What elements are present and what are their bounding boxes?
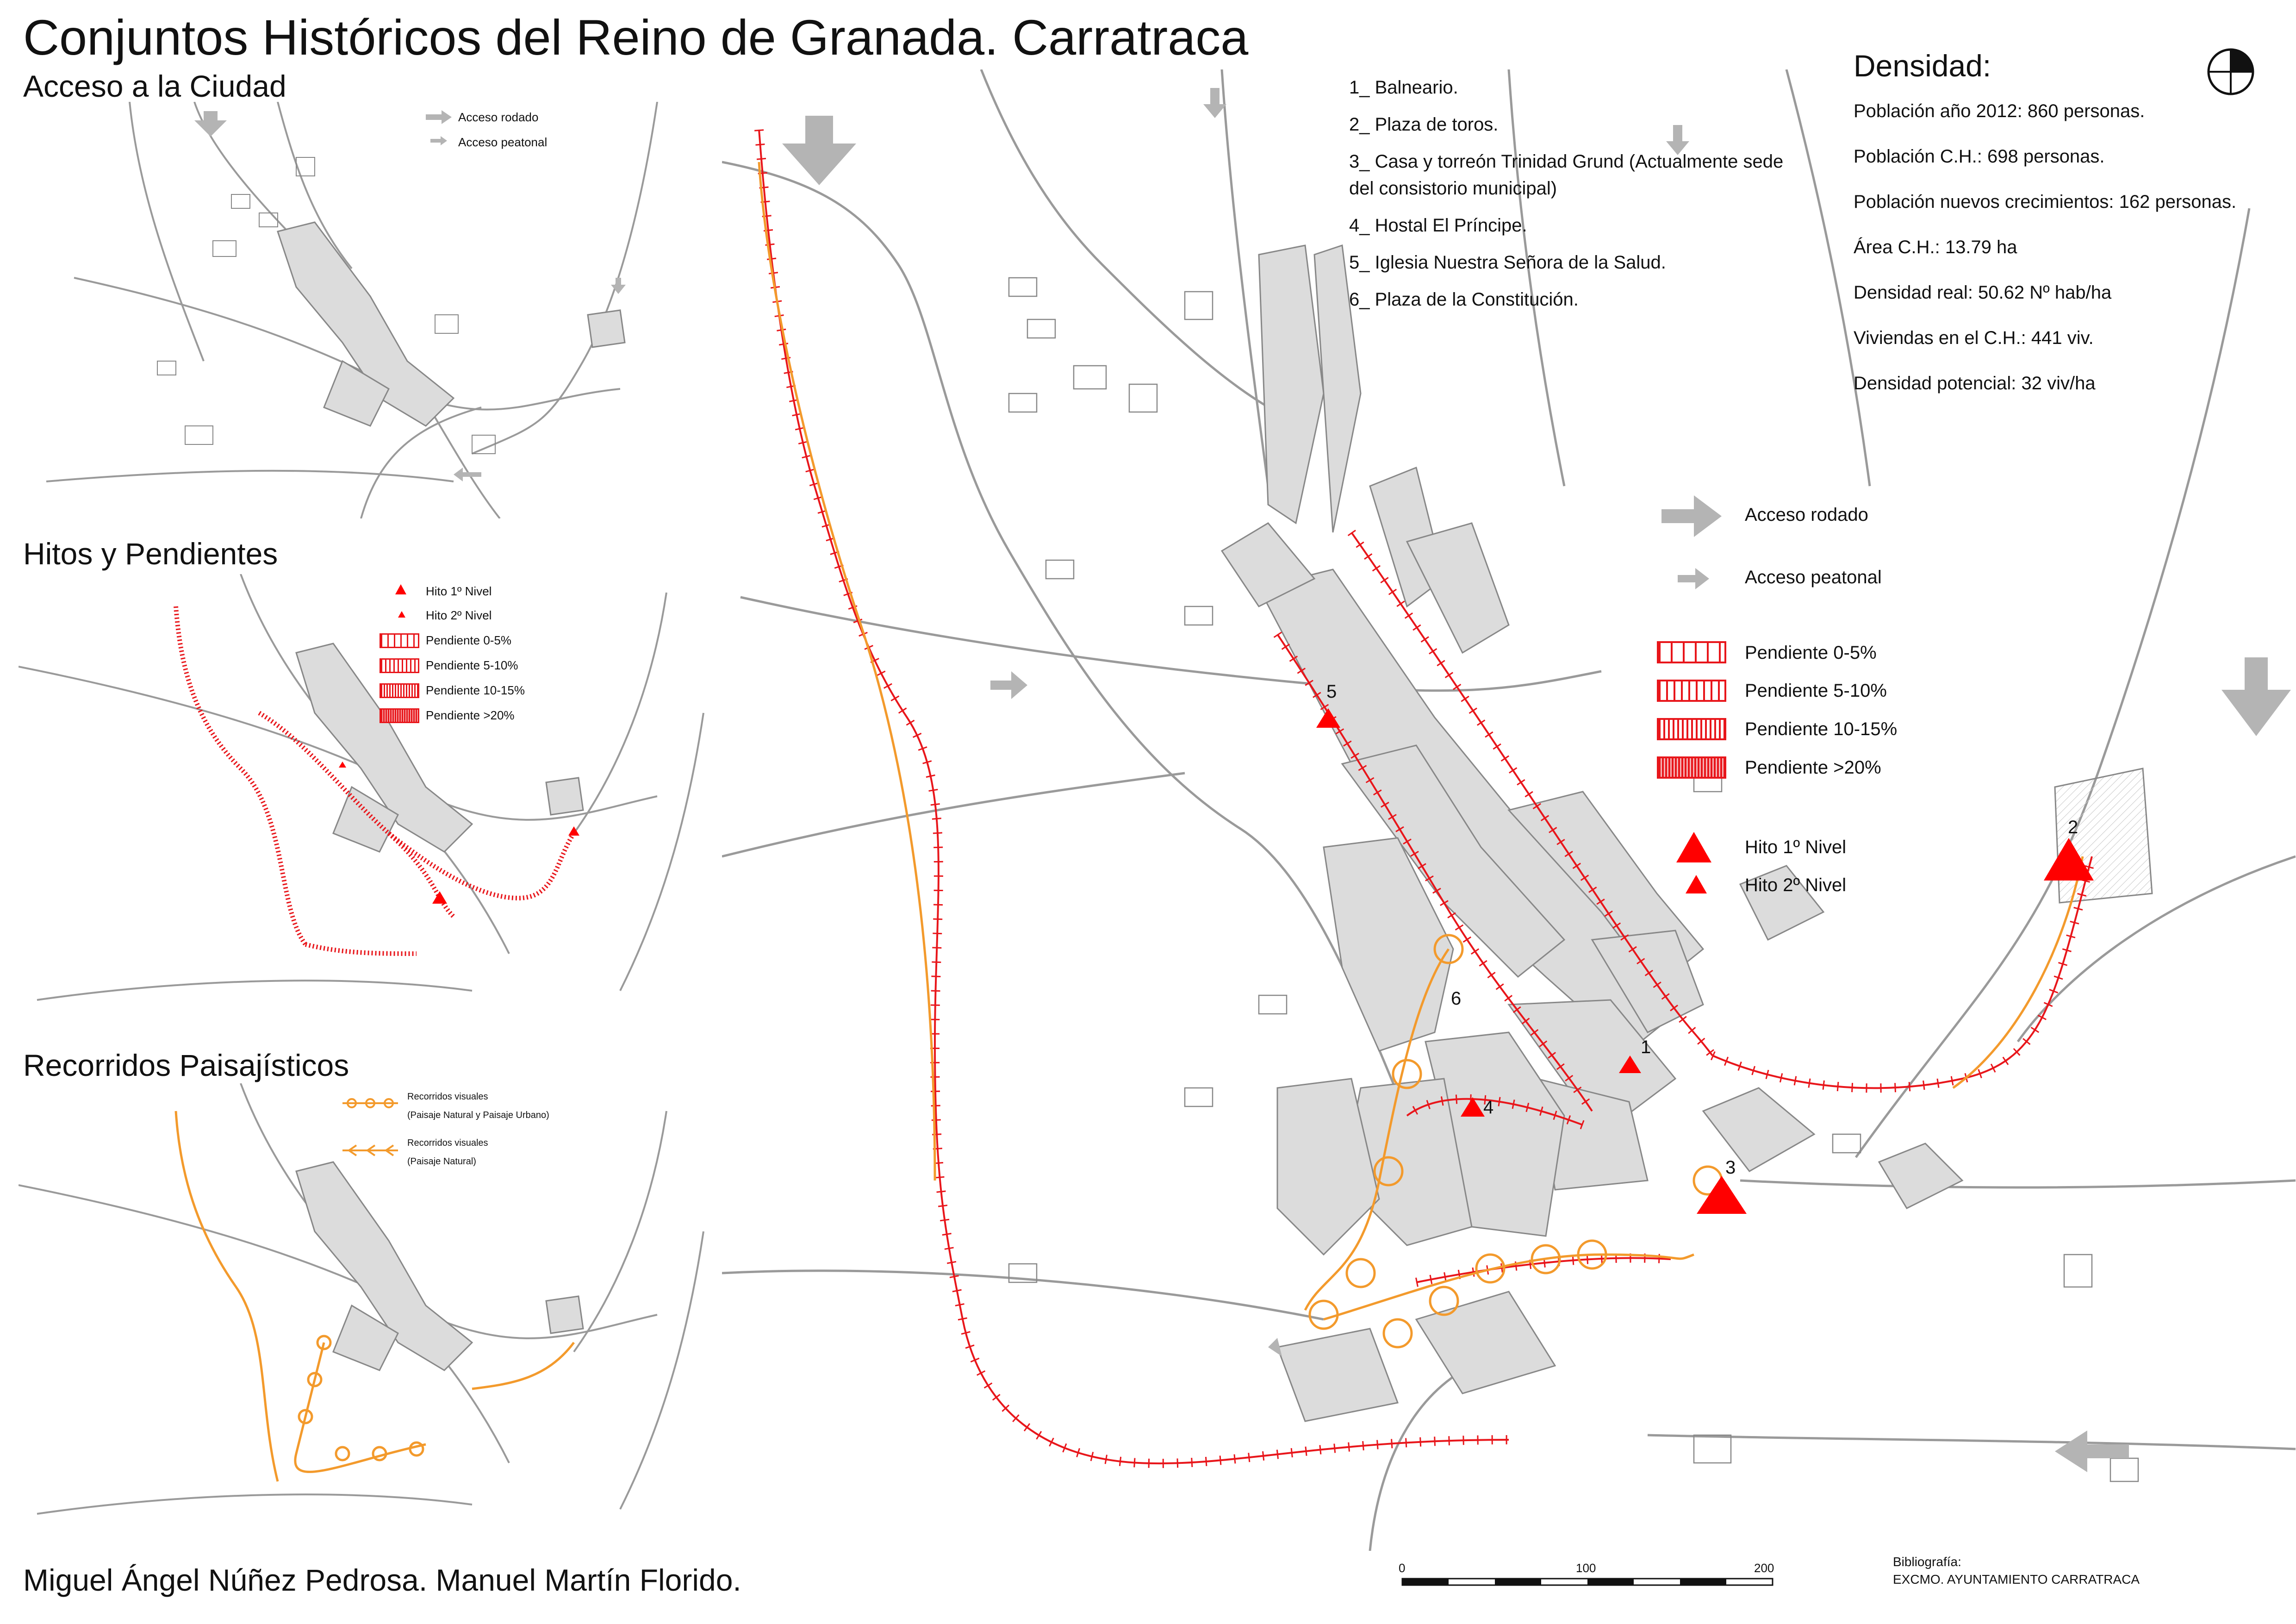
legend-peatonal-label: Acceso peatonal bbox=[1745, 567, 1882, 587]
legend-p0-swatch bbox=[1657, 641, 1726, 663]
marker-2: 2 bbox=[2068, 817, 2078, 837]
legend-p10-swatch bbox=[380, 683, 419, 698]
legend-label-rodado: Acceso rodado bbox=[458, 110, 539, 124]
legend-p20-label: Pendiente >20% bbox=[426, 708, 515, 722]
place-item-4: 4_ Hostal El Príncipe. bbox=[1349, 215, 1527, 236]
legend-p5-label: Pendiente 5-10% bbox=[1745, 681, 1887, 701]
legend-hito2-icon bbox=[1685, 874, 1708, 897]
legend-route-nat-label: Recorridos visuales bbox=[407, 1138, 488, 1148]
legend-p20-swatch bbox=[380, 708, 419, 723]
legend-hito1-icon bbox=[394, 583, 407, 598]
section-title-hitos: Hitos y Pendientes bbox=[23, 537, 278, 571]
legend-hito1-label: Hito 1º Nivel bbox=[426, 584, 492, 598]
scale-tick-100: 100 bbox=[1576, 1561, 1596, 1575]
marker-6: 6 bbox=[1451, 988, 1462, 1009]
legend-hito1-icon bbox=[1675, 831, 1712, 866]
bibliography-label: Bibliografía: bbox=[1893, 1555, 1961, 1569]
authors: Miguel Ángel Núñez Pedrosa. Manuel Martín Florido. bbox=[23, 1563, 741, 1597]
legend-rodado-label: Acceso rodado bbox=[1745, 505, 1868, 525]
legend-p0-label: Pendiente 0-5% bbox=[426, 633, 512, 647]
legend-p5-label: Pendiente 5-10% bbox=[426, 658, 518, 672]
legend-route-nat-sub: (Paisaje Natural) bbox=[407, 1156, 476, 1167]
legend-p10-label: Pendiente 10-15% bbox=[426, 683, 525, 697]
north-arrow-icon bbox=[2205, 46, 2256, 100]
legend-peatonal-icon bbox=[1678, 567, 1710, 593]
legend-hito2-label: Hito 2º Nivel bbox=[1745, 875, 1847, 895]
legend-p10-swatch bbox=[1657, 718, 1726, 740]
legend-p20-label: Pendiente >20% bbox=[1745, 757, 1881, 778]
legend-p0-swatch bbox=[380, 633, 419, 648]
map-hitos bbox=[19, 574, 722, 1042]
place-item-2: 2_ Plaza de toros. bbox=[1349, 114, 1499, 135]
legend-hito1-label: Hito 1º Nivel bbox=[1745, 837, 1847, 857]
legend-p5-swatch bbox=[380, 658, 419, 673]
legend-arrow-rodado bbox=[426, 110, 454, 124]
map-acceso bbox=[19, 102, 722, 518]
marker-5: 5 bbox=[1326, 681, 1337, 702]
legend-p0-label: Pendiente 0-5% bbox=[1745, 643, 1877, 663]
legend-p10-label: Pendiente 10-15% bbox=[1745, 719, 1898, 739]
density-row: Viviendas en el C.H.: 441 viv. bbox=[1854, 327, 2094, 348]
place-item-3: 3_ Casa y torreón Trinidad Grund (Actualmente sede del consistorio municipal) bbox=[1349, 151, 1784, 199]
density-row: Población C.H.: 698 personas. bbox=[1854, 146, 2105, 167]
density-row: Población nuevos crecimientos: 162 personas. bbox=[1854, 191, 2237, 212]
place-item-5: 5_ Iglesia Nuestra Señora de la Salud. bbox=[1349, 252, 1666, 273]
section-title-recorridos: Recorridos Paisajísticos bbox=[23, 1048, 349, 1082]
map-recorridos bbox=[19, 1083, 722, 1542]
legend-route-mix-icon bbox=[342, 1096, 398, 1112]
bibliography bbox=[1893, 1553, 2140, 1588]
density-heading: Densidad: bbox=[1854, 49, 1991, 83]
marker-3: 3 bbox=[1725, 1157, 1736, 1178]
density-row: Densidad real: 50.62 Nº hab/ha bbox=[1854, 282, 2112, 303]
section-title-acceso: Acceso a la Ciudad bbox=[23, 69, 286, 103]
legend-route-mix-sub: (Paisaje Natural y Paisaje Urbano) bbox=[407, 1110, 549, 1120]
density-block bbox=[1854, 44, 2289, 415]
density-row: Densidad potencial: 32 viv/ha bbox=[1854, 373, 2096, 394]
density-row: Población año 2012: 860 personas. bbox=[1854, 100, 2145, 121]
legend-arrow-peatonal bbox=[430, 135, 449, 146]
marker-1: 1 bbox=[1641, 1037, 1651, 1057]
legend-route-mix-label: Recorridos visuales bbox=[407, 1092, 488, 1102]
scale-tick-200: 200 bbox=[1754, 1561, 1774, 1575]
legend-rodado-icon bbox=[1661, 495, 1722, 539]
legend-hito2-label: Hito 2º Nivel bbox=[426, 608, 492, 622]
legend-hito2-icon bbox=[397, 610, 406, 621]
place-item-6: 6_ Plaza de la Constitución. bbox=[1349, 289, 1579, 310]
bibliography-source: EXCMO. AYUNTAMIENTO CARRATRACA bbox=[1893, 1572, 2140, 1587]
legend-label-peatonal: Acceso peatonal bbox=[458, 135, 548, 149]
legend-p5-swatch bbox=[1657, 680, 1726, 702]
marker-4: 4 bbox=[1483, 1097, 1494, 1118]
place-item-1: 1_ Balneario. bbox=[1349, 77, 1458, 98]
page-title: Conjuntos Históricos del Reino de Granada. Carratraca bbox=[23, 9, 1249, 65]
density-row: Área C.H.: 13.79 ha bbox=[1854, 237, 2017, 257]
legend-route-nat-icon bbox=[342, 1143, 398, 1160]
scale-tick-0: 0 bbox=[1399, 1561, 1406, 1575]
place-list bbox=[1349, 74, 1793, 323]
legend-p20-swatch bbox=[1657, 756, 1726, 779]
